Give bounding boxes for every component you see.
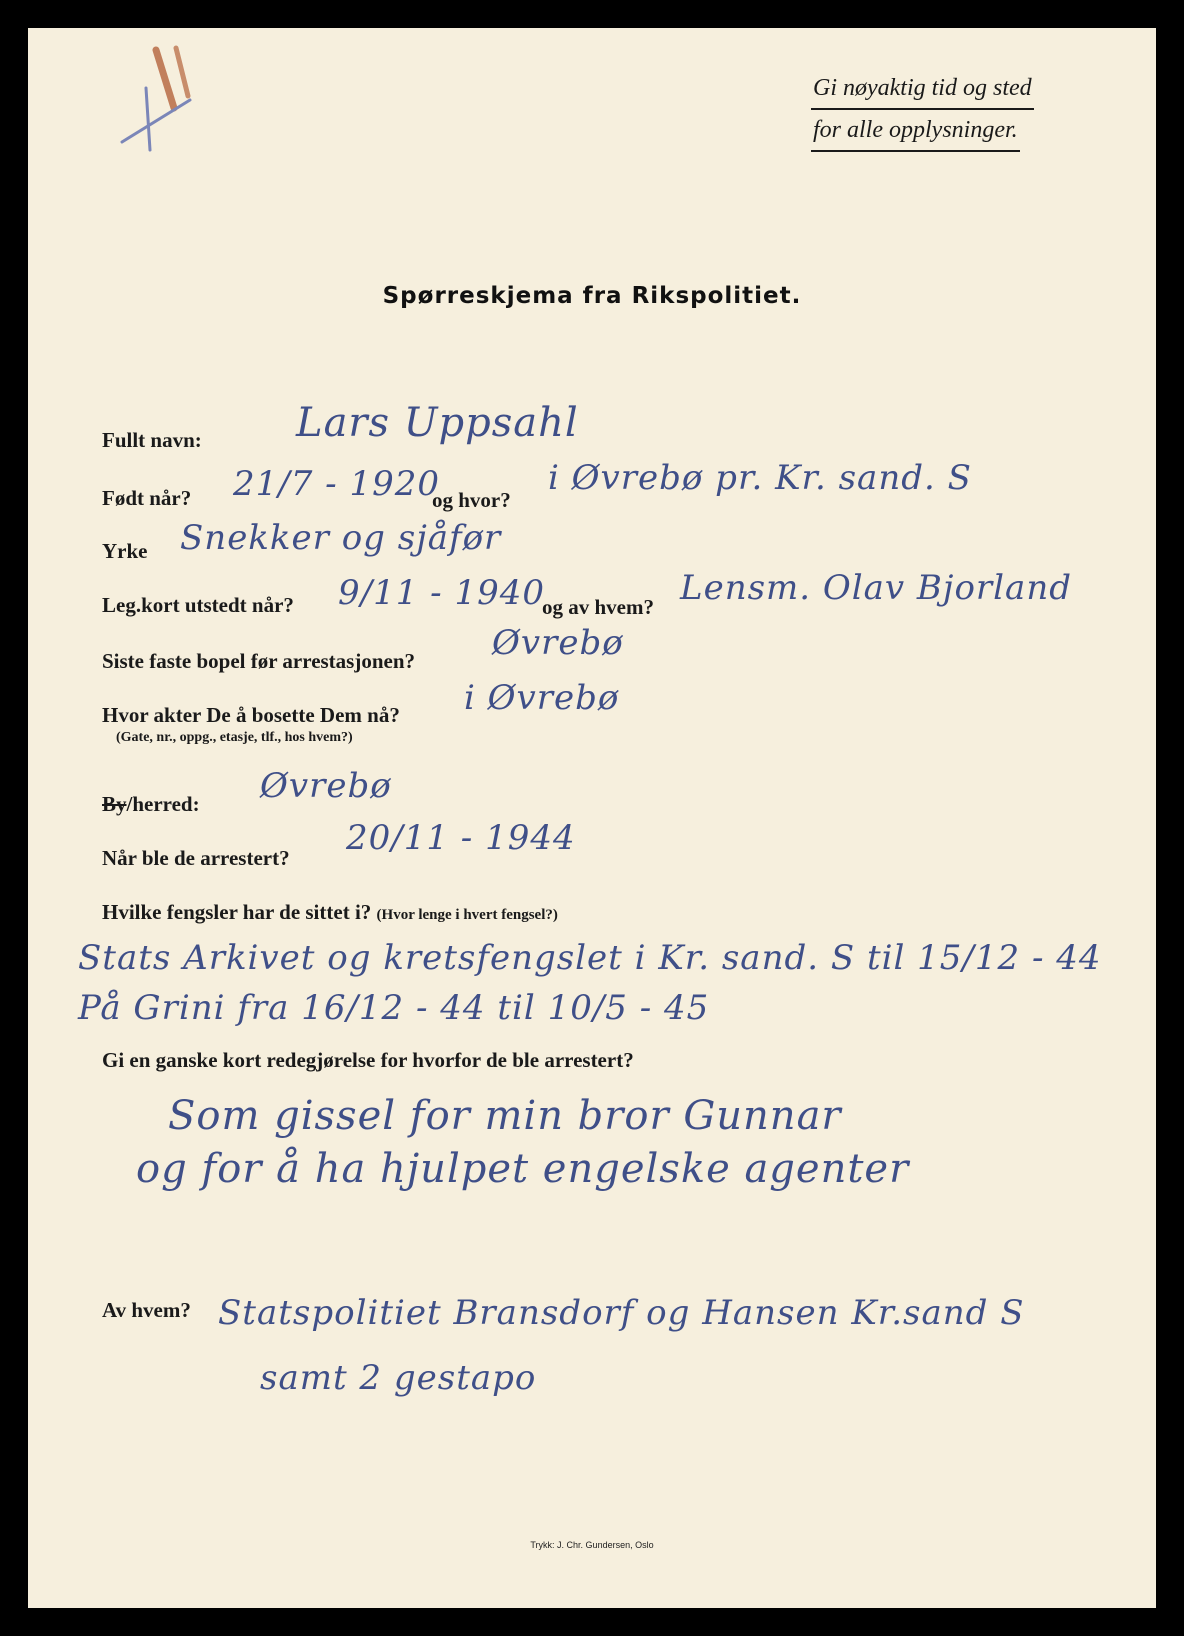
arrested-value: 20/11 - 1944 (346, 818, 576, 858)
name-value: Lars Uppsahl (296, 400, 579, 446)
reason-line-1: Som gissel for min bror Gunnar (168, 1093, 842, 1139)
prisons-main-label: Hvilke fengsler har de sittet i? (102, 900, 372, 924)
prisons-line-1: Stats Arkivet og kretsfengslet i Kr. sand. S til 15/12 - 44 (78, 938, 1102, 978)
municipality-label (102, 792, 200, 817)
by-whom-line-1: Statspolitiet Bransdorf og Hansen Kr.sand S (218, 1293, 1025, 1333)
by-whom-line-2: samt 2 gestapo (260, 1358, 537, 1398)
note-line-2: for alle opplysninger. (811, 110, 1020, 152)
questionnaire-page (28, 28, 1156, 1608)
occupation-value: Snekker og sjåfør (180, 518, 502, 558)
id-card-by-label: og av hvem? (542, 595, 654, 619)
settle-label: Hvor akter De å bosette Dem nå? (102, 703, 400, 727)
last-residence-value: Øvrebø (492, 623, 624, 663)
corner-pencil-mark (118, 38, 228, 168)
form-title: Spørreskjema fra Rikspolitiet. (382, 283, 802, 309)
instruction-note (811, 68, 1034, 152)
born-where-label: og hvor? (432, 488, 511, 512)
printer-credit: Trykk: J. Chr. Gundersen, Oslo (530, 1540, 654, 1550)
born-label: Født når? (102, 486, 192, 510)
by-whom-label: Av hvem? (102, 1298, 191, 1322)
arrested-label: Når ble de arrestert? (102, 846, 290, 870)
id-card-date-value: 9/11 - 1940 (338, 573, 545, 613)
name-label: Fullt navn: (102, 428, 202, 452)
note-line-1: Gi nøyaktig tid og sted (811, 68, 1034, 110)
reason-line-2: og for å ha hjulpet engelske agenter (136, 1146, 910, 1192)
prisons-sub-label: (Hvor lenge i hvert fengsel?) (376, 907, 558, 923)
prisons-line-2: På Grini fra 16/12 - 44 til 10/5 - 45 (78, 988, 710, 1028)
settle-value: i Øvrebø (464, 678, 620, 718)
reason-label: Gi en ganske kort redegjørelse for hvorfor de ble arrestert? (102, 1048, 634, 1072)
id-card-label: Leg.kort utstedt når? (102, 593, 294, 617)
municipality-label-struck: By (102, 792, 127, 816)
last-residence-label: Siste faste bopel før arrestasjonen? (102, 649, 416, 673)
born-where-value: i Øvrebø pr. Kr. sand. S (548, 458, 972, 498)
prisons-label (102, 900, 558, 925)
municipality-label-rest: /herred: (126, 792, 200, 816)
born-date-value: 21/7 - 1920 (233, 464, 440, 504)
municipality-value: Øvrebø (260, 766, 392, 806)
occupation-label: Yrke (102, 539, 148, 563)
id-card-by-value: Lensm. Olav Bjorland (680, 568, 1072, 608)
settle-sub-label: (Gate, nr., oppg., etasje, tlf., hos hvem?) (116, 730, 353, 745)
